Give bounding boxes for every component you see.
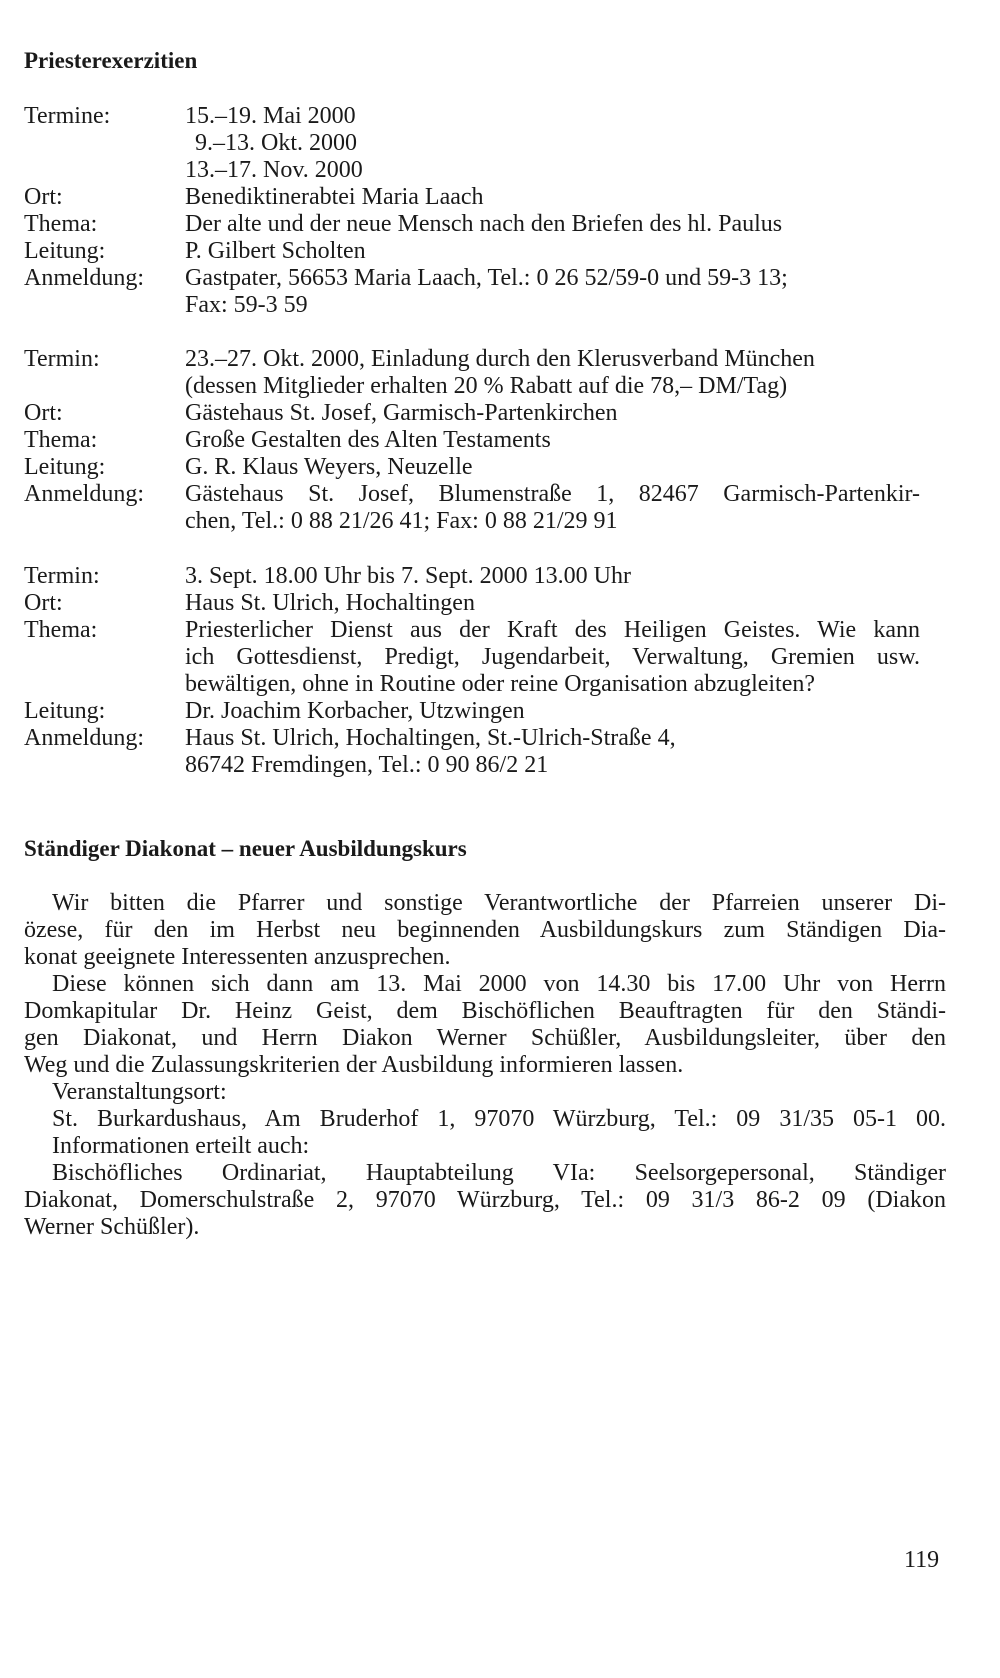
thema-value: Große Gestalten des Alten Testaments bbox=[185, 427, 551, 453]
anmeldung-value: Fax: 59-3 59 bbox=[185, 292, 308, 318]
section-heading-diakonat: Ständiger Diakonat – neuer Ausbildungskurs bbox=[24, 836, 467, 861]
termin-value: 3. Sept. 18.00 Uhr bis 7. Sept. 2000 13.00 Uhr bbox=[185, 563, 631, 589]
paragraph-line: Informationen erteilt auch: bbox=[52, 1133, 310, 1159]
paragraph-line: Diakonat, Domerschulstraße 2, 97070 Würzburg, Tel.: 09 31/3 86-2 09 (Diakon bbox=[24, 1187, 946, 1213]
thema-value: ich Gottesdienst, Predigt, Jugendarbeit, Verwaltung, Gremien usw. bbox=[185, 644, 920, 670]
anmeldung-value: Gästehaus St. Josef, Blumenstraße 1, 82467 Garmisch-Partenkir- bbox=[185, 481, 920, 507]
paragraph-line: Bischöfliches Ordinariat, Hauptabteilung VIa: Seelsorgepersonal, Ständiger bbox=[52, 1160, 946, 1186]
paragraph-line: konat geeignete Interessenten anzusprechen. bbox=[24, 944, 451, 970]
paragraph-line: St. Burkardushaus, Am Bruderhof 1, 97070 Würzburg, Tel.: 09 31/35 05-1 00. bbox=[52, 1106, 946, 1132]
ort-label: Ort: bbox=[24, 590, 63, 616]
leitung-value: G. R. Klaus Weyers, Neuzelle bbox=[185, 454, 473, 480]
ort-label: Ort: bbox=[24, 184, 63, 210]
termin-value: 13.–17. Nov. 2000 bbox=[185, 157, 363, 183]
termin-label: Termin: bbox=[24, 563, 100, 589]
termin-value: (dessen Mitglieder erhalten 20 % Rabatt auf die 78,– DM/Tag) bbox=[185, 373, 788, 399]
page-number: 119 bbox=[904, 1547, 940, 1573]
ort-label: Ort: bbox=[24, 400, 63, 426]
paragraph-line: özese, für den im Herbst neu beginnenden Ausbildungskurs zum Ständigen Dia- bbox=[24, 917, 946, 943]
paragraph-line: Weg und die Zulassungskriterien der Ausbildung informieren lassen. bbox=[24, 1052, 684, 1078]
thema-label: Thema: bbox=[24, 211, 98, 237]
termin-value: 23.–27. Okt. 2000, Einladung durch den Klerusverband München bbox=[185, 346, 815, 372]
thema-label: Thema: bbox=[24, 427, 98, 453]
leitung-value: P. Gilbert Scholten bbox=[185, 238, 366, 264]
ort-value: Haus St. Ulrich, Hochaltingen bbox=[185, 590, 475, 616]
termin-label: Termine: bbox=[24, 103, 111, 129]
leitung-label: Leitung: bbox=[24, 698, 106, 724]
ort-value: Gästehaus St. Josef, Garmisch-Partenkirchen bbox=[185, 400, 618, 426]
thema-value: Priesterlicher Dienst aus der Kraft des Heiligen Geistes. Wie kann bbox=[185, 617, 920, 643]
paragraph-line: gen Diakonat, und Herrn Diakon Werner Schüßler, Ausbildungsleiter, über den bbox=[24, 1025, 946, 1051]
anmeldung-label: Anmeldung: bbox=[24, 725, 144, 751]
anmeldung-value: Haus St. Ulrich, Hochaltingen, St.-Ulrich-Straße 4, bbox=[185, 725, 676, 751]
leitung-label: Leitung: bbox=[24, 454, 106, 480]
thema-value: Der alte und der neue Mensch nach den Briefen des hl. Paulus bbox=[185, 211, 783, 237]
section-heading-priesterexerzitien: Priesterexerzitien bbox=[24, 48, 198, 73]
paragraph-line: Wir bitten die Pfarrer und sonstige Verantwortliche der Pfarreien unserer Di- bbox=[52, 890, 946, 916]
anmeldung-value: Gastpater, 56653 Maria Laach, Tel.: 0 26 52/59-0 und 59-3 13; bbox=[185, 265, 788, 291]
ort-value: Benediktinerabtei Maria Laach bbox=[185, 184, 484, 210]
termin-value: 9.–13. Okt. 2000 bbox=[195, 130, 357, 156]
paragraph-line: Domkapitular Dr. Heinz Geist, dem Bischöflichen Beauftragten für den Ständi- bbox=[24, 998, 946, 1024]
termin-value: 15.–19. Mai 2000 bbox=[185, 103, 356, 129]
document-page bbox=[24, 0, 944, 1678]
paragraph-line: Veranstaltungsort: bbox=[52, 1079, 227, 1105]
paragraph-line: Diese können sich dann am 13. Mai 2000 von 14.30 bis 17.00 Uhr von Herrn bbox=[52, 971, 946, 997]
paragraph-line: Werner Schüßler). bbox=[24, 1214, 200, 1240]
anmeldung-label: Anmeldung: bbox=[24, 481, 144, 507]
termin-label: Termin: bbox=[24, 346, 100, 372]
leitung-label: Leitung: bbox=[24, 238, 106, 264]
anmeldung-value: chen, Tel.: 0 88 21/26 41; Fax: 0 88 21/29 91 bbox=[185, 508, 618, 534]
thema-value: bewältigen, ohne in Routine oder reine Organisation abzugleiten? bbox=[185, 671, 816, 697]
thema-label: Thema: bbox=[24, 617, 98, 643]
anmeldung-label: Anmeldung: bbox=[24, 265, 144, 291]
anmeldung-value: 86742 Fremdingen, Tel.: 0 90 86/2 21 bbox=[185, 752, 549, 778]
leitung-value: Dr. Joachim Korbacher, Utzwingen bbox=[185, 698, 525, 724]
